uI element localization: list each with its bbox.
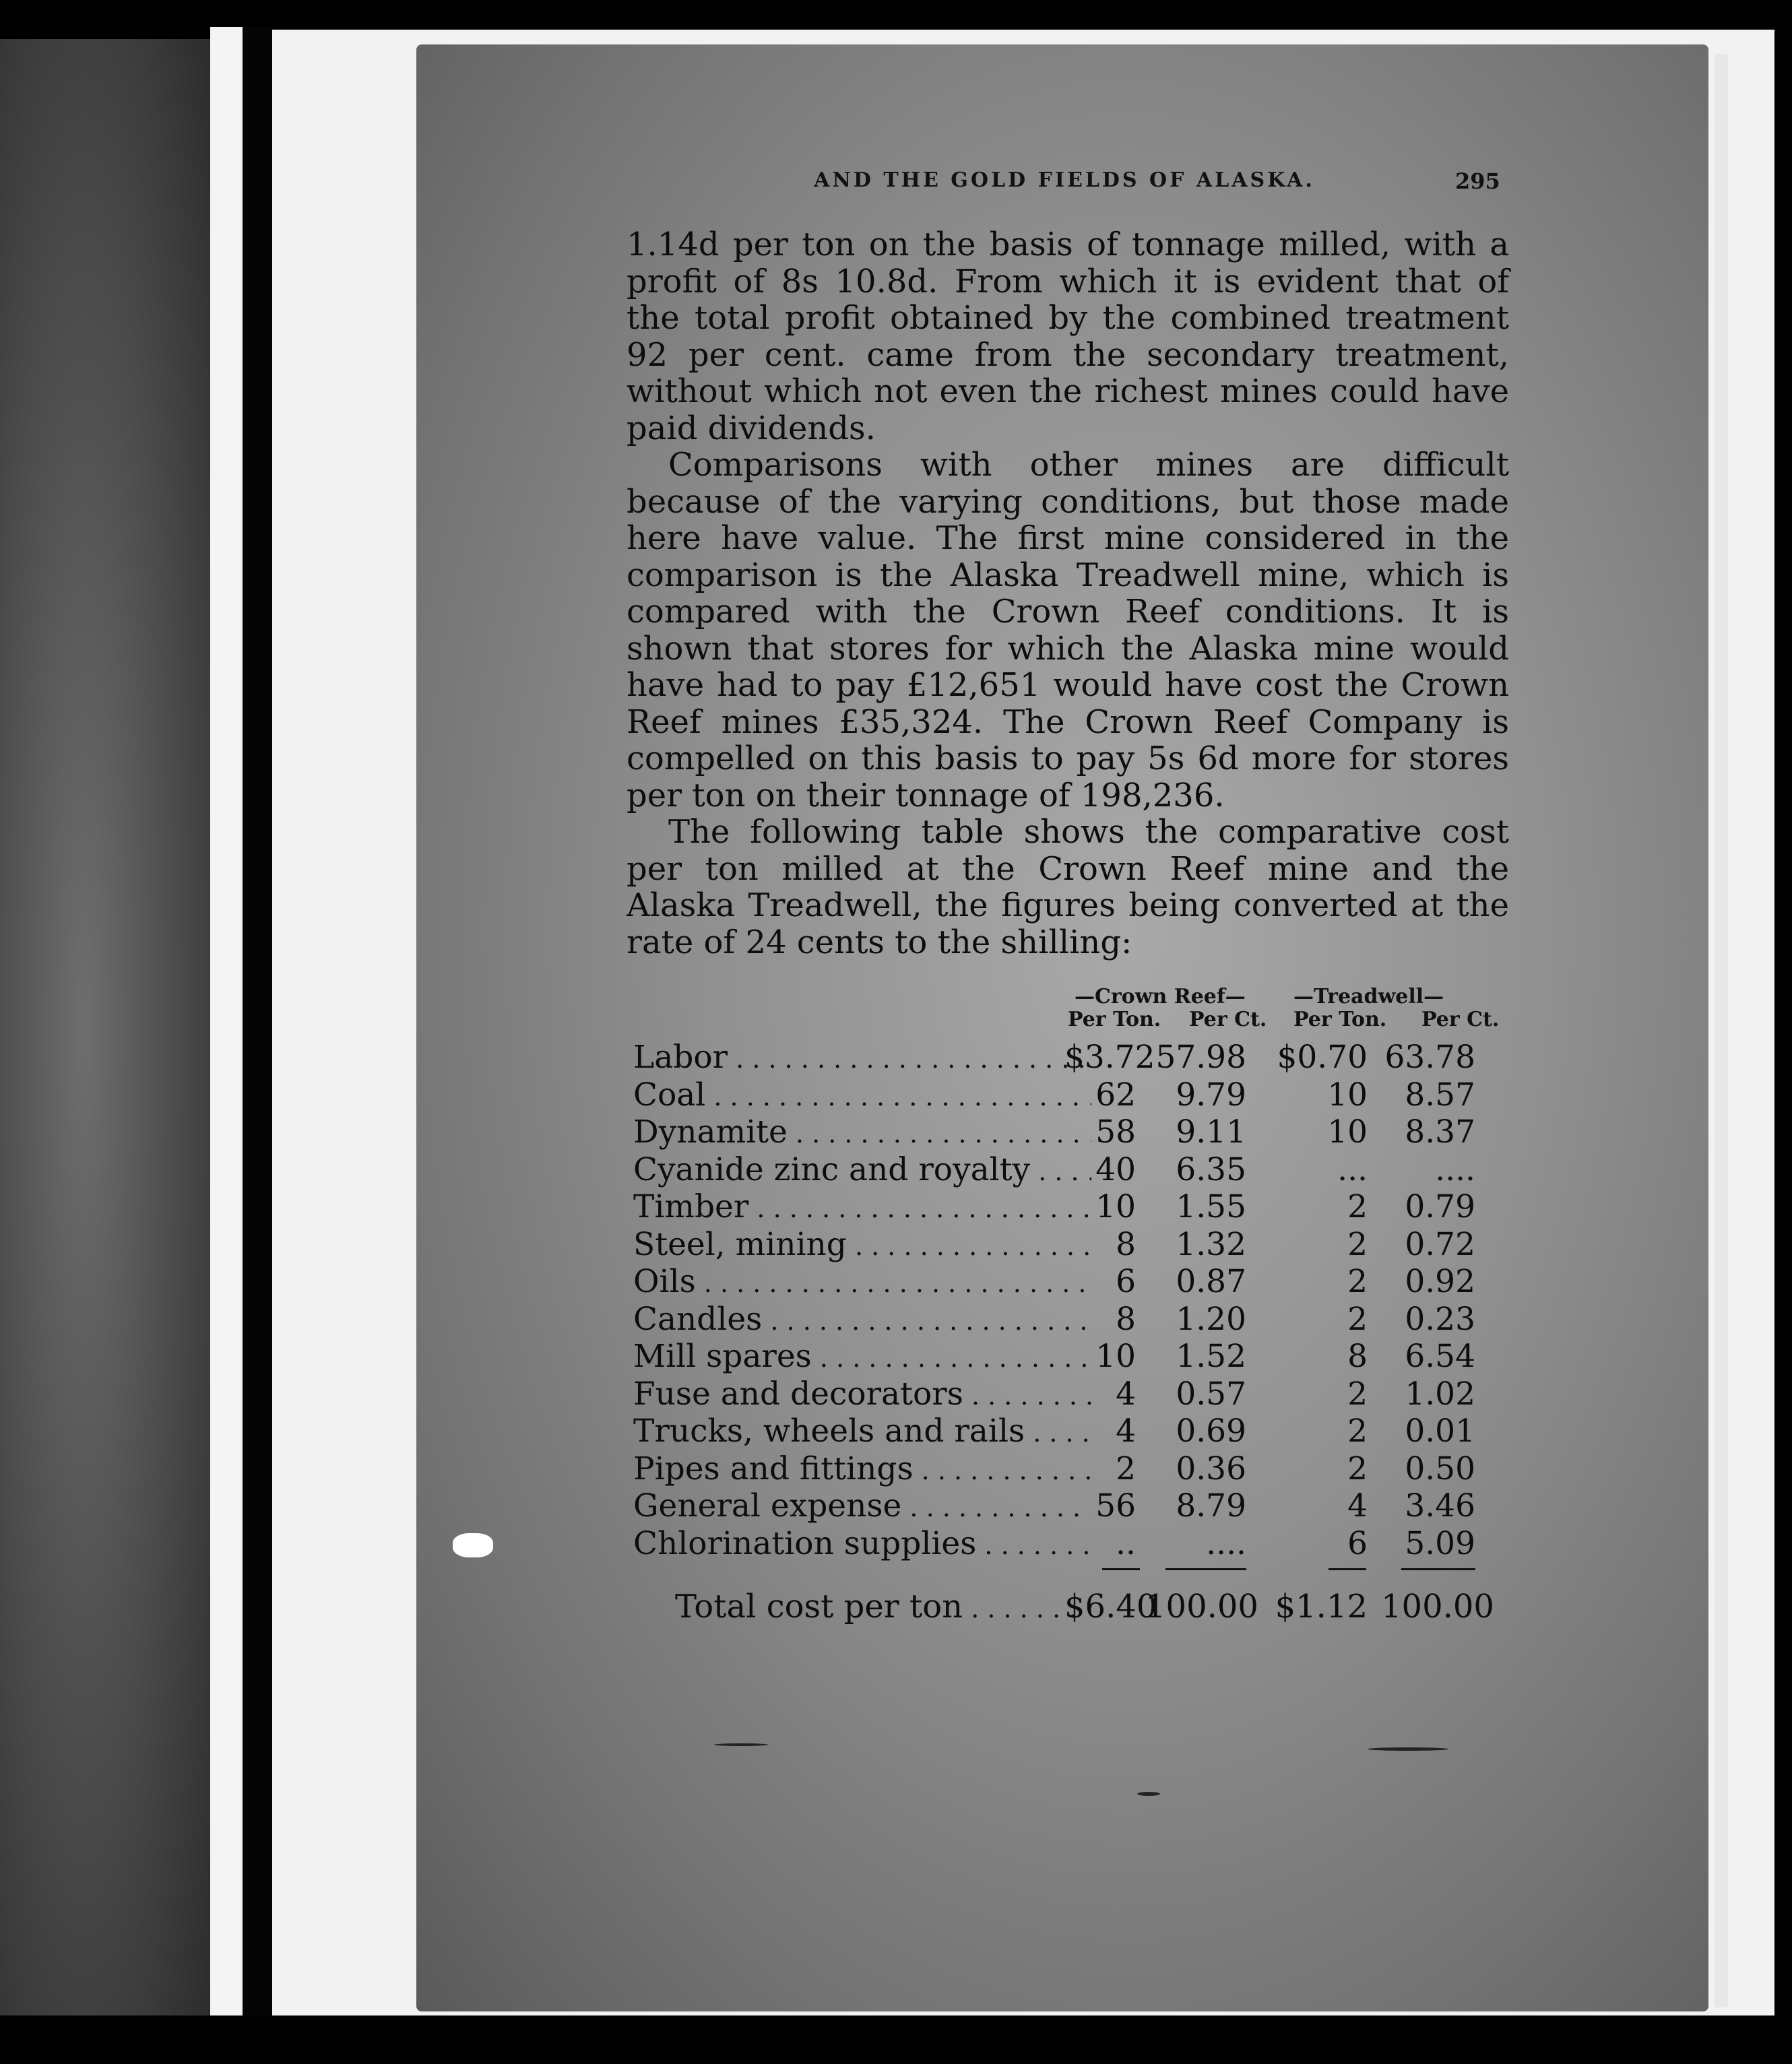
page-edge — [1715, 54, 1728, 2007]
treadwell-total-per-cent: 100.00 — [1381, 1588, 1494, 1625]
row-label: Coal . . . — [633, 1076, 1091, 1114]
treadwell-per-cent: 0.79 — [1405, 1188, 1475, 1225]
crown-reef-per-cent: 57.98 — [1155, 1039, 1246, 1076]
total-rule — [1102, 1568, 1140, 1570]
treadwell-per-ton: 10 — [1327, 1114, 1368, 1151]
crown-reef-per-ton: 4 — [1116, 1375, 1136, 1413]
crown-reef-per-cent: 1.52 — [1176, 1338, 1246, 1375]
row-label: Chlorination supplies . . . — [633, 1525, 1091, 1562]
treadwell-per-ton: 2 — [1347, 1225, 1368, 1263]
treadwell-per-ton: $0.70 — [1277, 1039, 1368, 1076]
crown-reef-per-cent: .... — [1206, 1524, 1246, 1562]
row-label: Dynamite . . . — [633, 1114, 1091, 1151]
total-rule — [1401, 1568, 1475, 1570]
table-row — [633, 1301, 1523, 1339]
total-rule — [1165, 1568, 1246, 1570]
crown-reef-per-ton: 10 — [1095, 1188, 1136, 1225]
total-rule — [1329, 1568, 1366, 1570]
treadwell-per-cent: 0.92 — [1405, 1263, 1475, 1300]
crown-reef-per-ton: 8 — [1116, 1300, 1136, 1338]
treadwell-per-cent: 6.54 — [1405, 1338, 1475, 1375]
crown-reef-per-cent: 0.36 — [1176, 1450, 1246, 1487]
treadwell-per-cent: 0.50 — [1405, 1450, 1475, 1487]
table-row — [633, 1487, 1523, 1525]
column-header: Per Ton. — [1068, 1008, 1161, 1031]
row-label: Trucks, wheels and rails . . . — [633, 1413, 1091, 1450]
crown-reef-total-per-ton: $6.40 — [1064, 1588, 1157, 1625]
column-header: Per Ct. — [1421, 1008, 1500, 1031]
row-label: General expense . . . — [633, 1487, 1091, 1524]
crown-reef-per-cent: 0.87 — [1176, 1263, 1246, 1300]
crown-reef-per-ton: 4 — [1116, 1413, 1136, 1450]
crown-reef-per-ton: 58 — [1095, 1114, 1136, 1151]
paragraph: 1.14d per ton on the basis of tonnage milled, with a profit of 8s 10.8d. From which it is evident that of the total profit obtained by the combined treatment 92 per cent. came from the secondary treatment, without which not even the richest mines could have paid dividends. — [627, 226, 1509, 447]
table-row — [633, 1450, 1523, 1488]
row-label: Mill spares . . . — [633, 1338, 1091, 1375]
treadwell-per-cent: 63.78 — [1384, 1039, 1475, 1076]
treadwell-per-ton: 2 — [1347, 1188, 1368, 1225]
treadwell-per-ton: 2 — [1347, 1375, 1368, 1413]
total-row — [633, 1588, 1523, 1628]
crown-reef-per-ton: 62 — [1095, 1076, 1136, 1114]
crown-reef-per-ton: .. — [1116, 1524, 1136, 1562]
page-number: 295 — [1455, 168, 1500, 194]
crown-reef-per-ton: $3.72 — [1064, 1039, 1155, 1076]
total-rules — [633, 1568, 1523, 1572]
row-label: Pipes and fittings . . . — [633, 1450, 1091, 1487]
row-label: Labor . . . — [633, 1039, 1091, 1076]
crown-reef-per-cent: 9.11 — [1176, 1114, 1246, 1151]
row-label: Steel, mining . . . — [633, 1226, 1091, 1263]
crown-reef-per-cent: 8.79 — [1176, 1487, 1246, 1524]
table-body — [633, 1039, 1523, 1562]
ink-speck — [1368, 1747, 1448, 1751]
treadwell-per-ton: 2 — [1347, 1300, 1368, 1338]
table-row — [633, 1188, 1523, 1226]
crown-reef-total-per-cent: 100.00 — [1145, 1588, 1258, 1625]
table-row — [633, 1376, 1523, 1413]
table-row — [633, 1076, 1523, 1114]
treadwell-per-cent: 0.72 — [1405, 1225, 1475, 1263]
running-head-title: AND THE GOLD FIELDS OF ALASKA. — [814, 168, 1315, 192]
ink-speck — [1137, 1792, 1160, 1796]
table-row — [633, 1338, 1523, 1376]
treadwell-per-ton: 2 — [1347, 1263, 1368, 1300]
crown-reef-per-ton: 6 — [1116, 1263, 1136, 1300]
treadwell-total-per-ton: $1.12 — [1275, 1588, 1368, 1625]
paper-damage-spot — [453, 1533, 493, 1557]
paragraph: The following table shows the comparative cost per ton milled at the Crown Reef mine and the Alaska Treadwell, the figures being converted at the rate of 24 cents to the shilling: — [627, 813, 1509, 961]
treadwell-per-cent: 0.23 — [1405, 1300, 1475, 1338]
row-label: Oils . . . — [633, 1263, 1091, 1300]
crown-reef-per-ton: 8 — [1116, 1225, 1136, 1263]
treadwell-per-ton: 8 — [1347, 1338, 1368, 1375]
binding-gap — [243, 27, 272, 2021]
treadwell-per-cent: 1.02 — [1405, 1375, 1475, 1413]
table-row — [633, 1413, 1523, 1450]
ink-speck — [714, 1743, 768, 1746]
treadwell-per-cent: 3.46 — [1405, 1487, 1475, 1524]
crown-reef-per-cent: 6.35 — [1176, 1151, 1246, 1188]
table-row — [633, 1226, 1523, 1264]
crown-reef-per-cent: 1.32 — [1176, 1225, 1246, 1263]
crown-reef-per-cent: 9.79 — [1176, 1076, 1246, 1114]
crown-reef-per-cent: 1.55 — [1176, 1188, 1246, 1225]
crown-reef-per-ton: 10 — [1095, 1338, 1136, 1375]
group-header-treadwell: —Treadwell— — [1293, 985, 1444, 1008]
table-row — [633, 1525, 1523, 1563]
total-label: Total cost per ton . . . — [675, 1588, 1079, 1625]
treadwell-per-cent: 8.37 — [1405, 1114, 1475, 1151]
facing-page — [0, 39, 210, 2015]
table-row — [633, 1039, 1523, 1076]
row-label: Candles . . . — [633, 1301, 1091, 1338]
crown-reef-per-cent: 0.57 — [1176, 1375, 1246, 1413]
crown-reef-per-ton: 56 — [1095, 1487, 1136, 1524]
treadwell-per-ton: 6 — [1347, 1524, 1368, 1562]
column-header: Per Ton. — [1293, 1008, 1387, 1031]
crown-reef-per-cent: 1.20 — [1176, 1300, 1246, 1338]
crown-reef-per-ton: 2 — [1116, 1450, 1136, 1487]
row-label: Cyanide zinc and royalty . . . — [633, 1151, 1091, 1188]
body-text — [627, 226, 1509, 961]
treadwell-per-ton: 4 — [1347, 1487, 1368, 1524]
column-header: Per Ct. — [1189, 1008, 1267, 1031]
table-row — [633, 1114, 1523, 1151]
treadwell-per-cent: 5.09 — [1405, 1524, 1475, 1562]
page-margin-strip — [210, 27, 243, 2021]
treadwell-per-cent: .... — [1435, 1151, 1475, 1188]
table-row — [633, 1151, 1523, 1189]
table-row — [633, 1263, 1523, 1301]
treadwell-per-ton: 2 — [1347, 1413, 1368, 1450]
row-label: Fuse and decorators . . . — [633, 1376, 1091, 1413]
crown-reef-per-ton: 40 — [1095, 1151, 1136, 1188]
treadwell-per-cent: 0.01 — [1405, 1413, 1475, 1450]
row-label: Timber . . . — [633, 1188, 1091, 1225]
treadwell-per-ton: 10 — [1327, 1076, 1368, 1114]
paragraph: Comparisons with other mines are difficult because of the varying conditions, but those made here have value. The first mine considered in the comparison is the Alaska Treadwell mine, which is compared with the Crown Reef conditions. It is shown that stores for which the Alaska mine would have had to pay £12,651 would have cost the Crown Reef mines £35,324. The Crown Reef Company is compelled on this basis to pay 5s 6d more for stores per ton on their tonnage of 198,236. — [627, 446, 1509, 814]
group-header-crown-reef: —Crown Reef— — [1075, 985, 1246, 1008]
scan-bottom-border — [0, 2015, 1792, 2064]
crown-reef-per-cent: 0.69 — [1176, 1413, 1246, 1450]
treadwell-per-cent: 8.57 — [1405, 1076, 1475, 1114]
treadwell-per-ton: ... — [1337, 1151, 1368, 1188]
treadwell-per-ton: 2 — [1347, 1450, 1368, 1487]
